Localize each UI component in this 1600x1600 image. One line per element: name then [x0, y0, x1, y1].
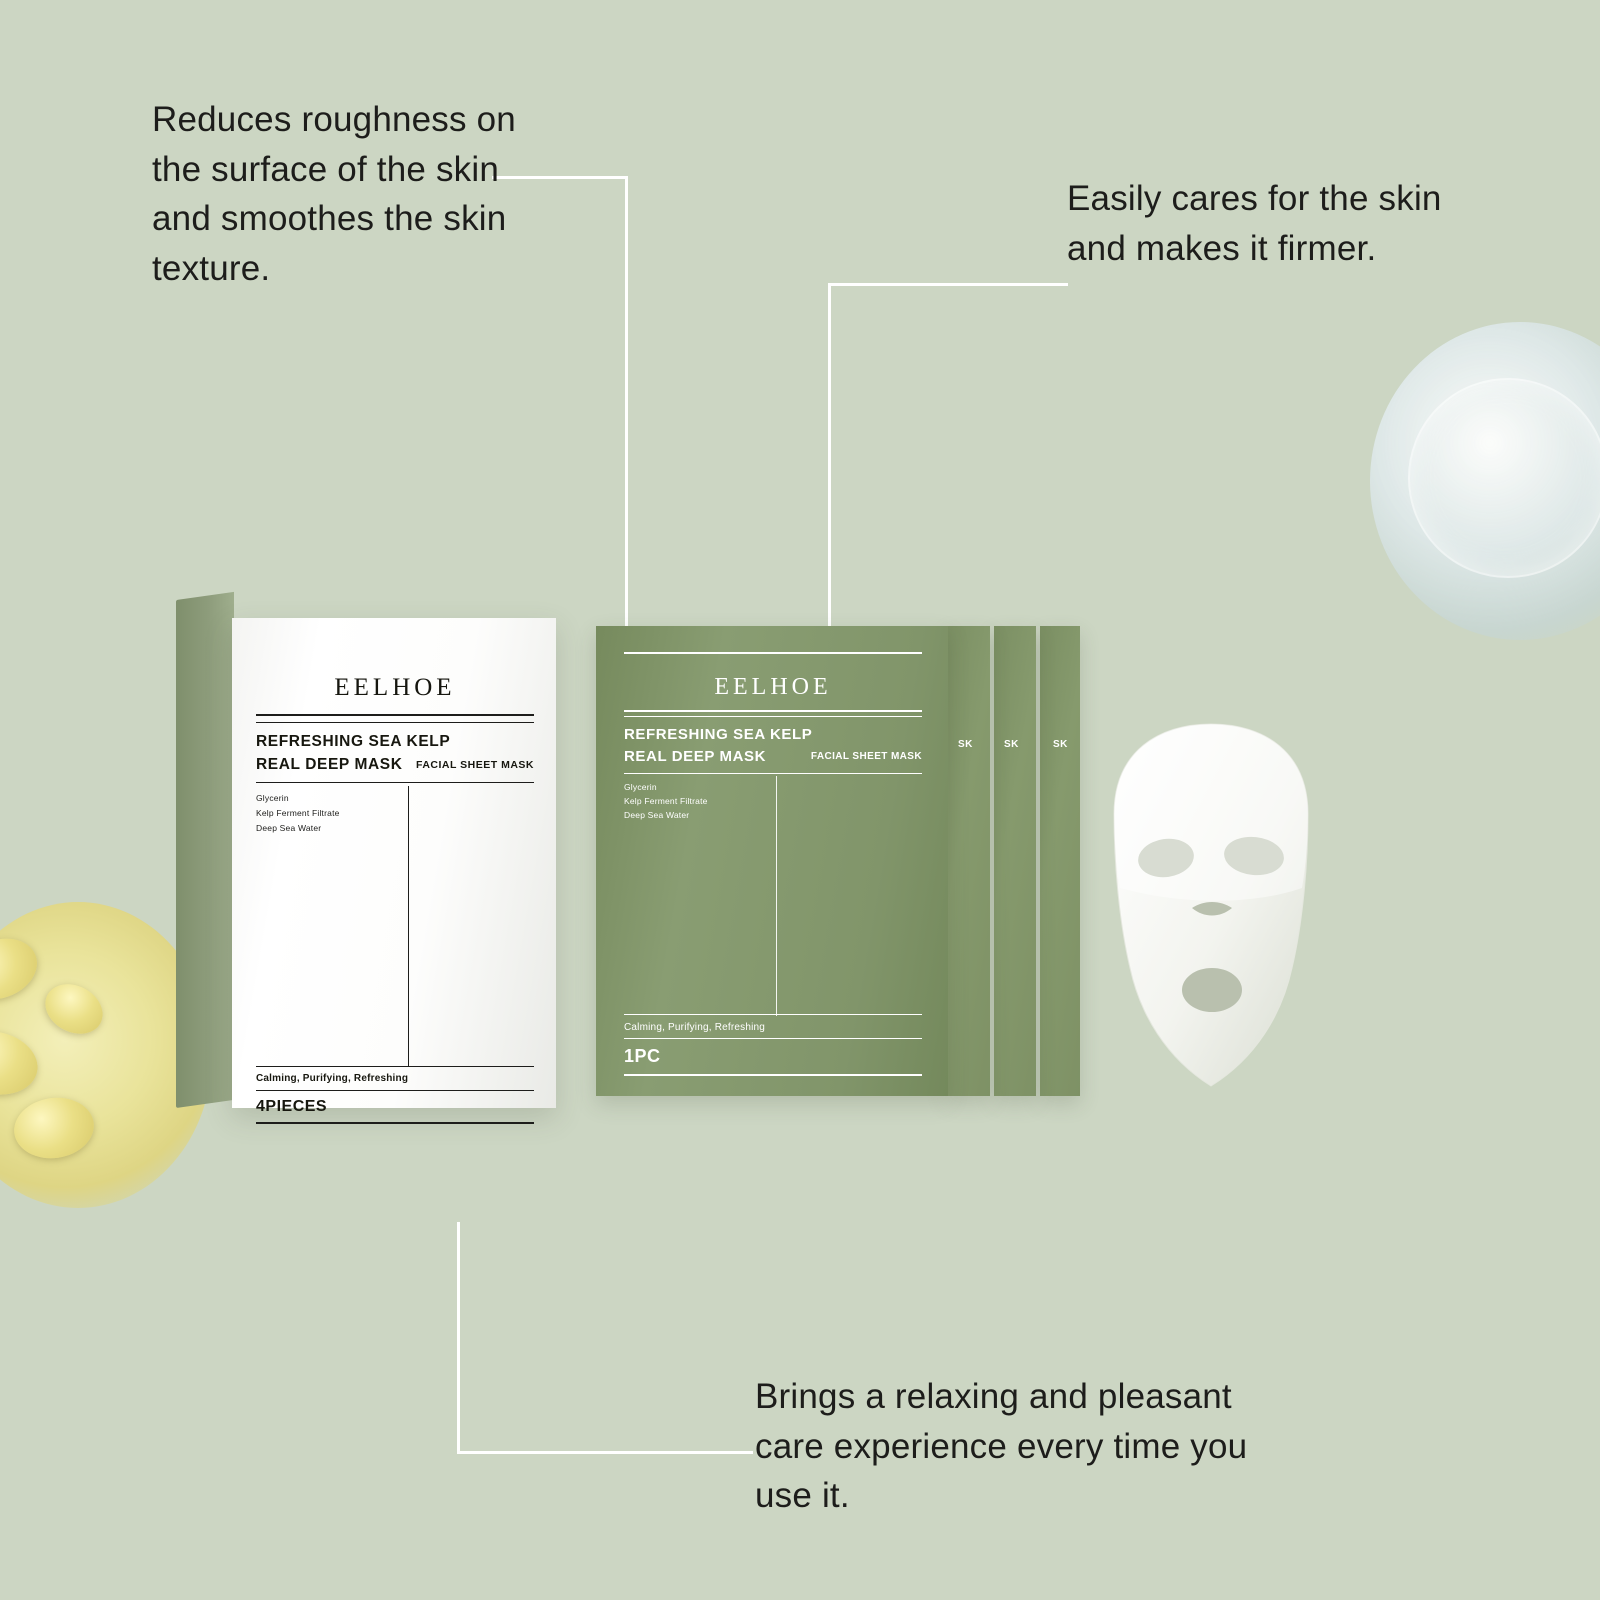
sachet-stack-label: SK: [1053, 739, 1068, 750]
leader-line-2-vertical: [828, 283, 831, 628]
carton-divider: [408, 786, 409, 1066]
sachet-rule: [624, 1074, 922, 1076]
capsule-icon: [37, 975, 112, 1044]
sachet-rule: [624, 652, 922, 654]
carton-ingredient: Glycerin: [256, 793, 289, 803]
carton-rule: [256, 1122, 534, 1124]
carton-rule: [256, 1066, 534, 1067]
sachet-rule: [624, 773, 922, 774]
sachet-back-3: [1040, 626, 1080, 1096]
carton-category: FACIAL SHEET MASK: [416, 759, 534, 771]
carton-rule: [256, 714, 534, 716]
sachet-title-line-2: REAL DEEP MASK: [624, 748, 767, 765]
carton-title-line-1: REFRESHING SEA KELP: [256, 733, 451, 750]
carton-rule: [256, 782, 534, 783]
sachet-count: 1PC: [624, 1046, 661, 1066]
capsule-icon: [0, 928, 46, 1009]
callout-text-roughness: Reduces roughness on the surface of the skin and smoothes the skin texture.: [152, 100, 516, 289]
sachet-rule: [624, 716, 922, 717]
carton-count: 4PIECES: [256, 1098, 328, 1115]
carton-brand-name: EELHOE: [334, 674, 456, 701]
sachet-ingredient: Kelp Ferment Filtrate: [624, 796, 708, 806]
sachet-divider: [776, 776, 777, 1016]
carton-title-line-2: REAL DEEP MASK: [256, 756, 403, 773]
sachet-ingredient: Glycerin: [624, 782, 657, 792]
sachet-rule: [624, 710, 922, 712]
sachet-claims: Calming, Purifying, Refreshing: [624, 1022, 766, 1033]
product-carton: [176, 600, 556, 1115]
sachet-rule: [624, 1014, 922, 1015]
sachet-ingredient: Deep Sea Water: [624, 810, 690, 820]
carton-side-panel: [176, 592, 234, 1108]
sachet-front: [596, 626, 948, 1096]
capsule-icon: [0, 1024, 44, 1103]
sachet-stack-label: SK: [1004, 739, 1019, 750]
sachet-category: FACIAL SHEET MASK: [810, 751, 922, 762]
callout-text-firmness: Easily cares for the skin and makes it firmer.: [1067, 179, 1442, 268]
sachet-rule: [624, 1038, 922, 1039]
carton-front-panel: [232, 618, 556, 1115]
carton-claims: Calming, Purifying, Refreshing: [256, 1073, 409, 1084]
leader-line-3-horizontal: [457, 1451, 753, 1454]
leader-line-2-horizontal: [828, 283, 1068, 286]
sachet-stack: [596, 626, 1080, 1096]
sachet-back-1: [946, 626, 990, 1096]
sachet-title-line-1: REFRESHING SEA KELP: [624, 726, 813, 743]
leader-line-3-vertical: [457, 1222, 460, 1454]
callout-text-experience: Brings a relaxing and pleasant care experience every time you use it.: [755, 1377, 1248, 1516]
carton-rule: [256, 1090, 534, 1091]
carton-ingredient: Kelp Ferment Filtrate: [256, 808, 340, 818]
carton-ingredient: Deep Sea Water: [256, 823, 322, 833]
sheet-mask-icon: [1096, 718, 1326, 1100]
leader-line-1-vertical: [625, 176, 628, 626]
capsule-icon: [10, 1093, 98, 1164]
sachet-stack-label: SK: [958, 739, 973, 750]
gel-swatch-icon: [1370, 322, 1600, 640]
sachet-brand-name: EELHOE: [714, 674, 832, 700]
carton-rule: [256, 722, 534, 723]
sachet-back-2: [994, 626, 1036, 1096]
